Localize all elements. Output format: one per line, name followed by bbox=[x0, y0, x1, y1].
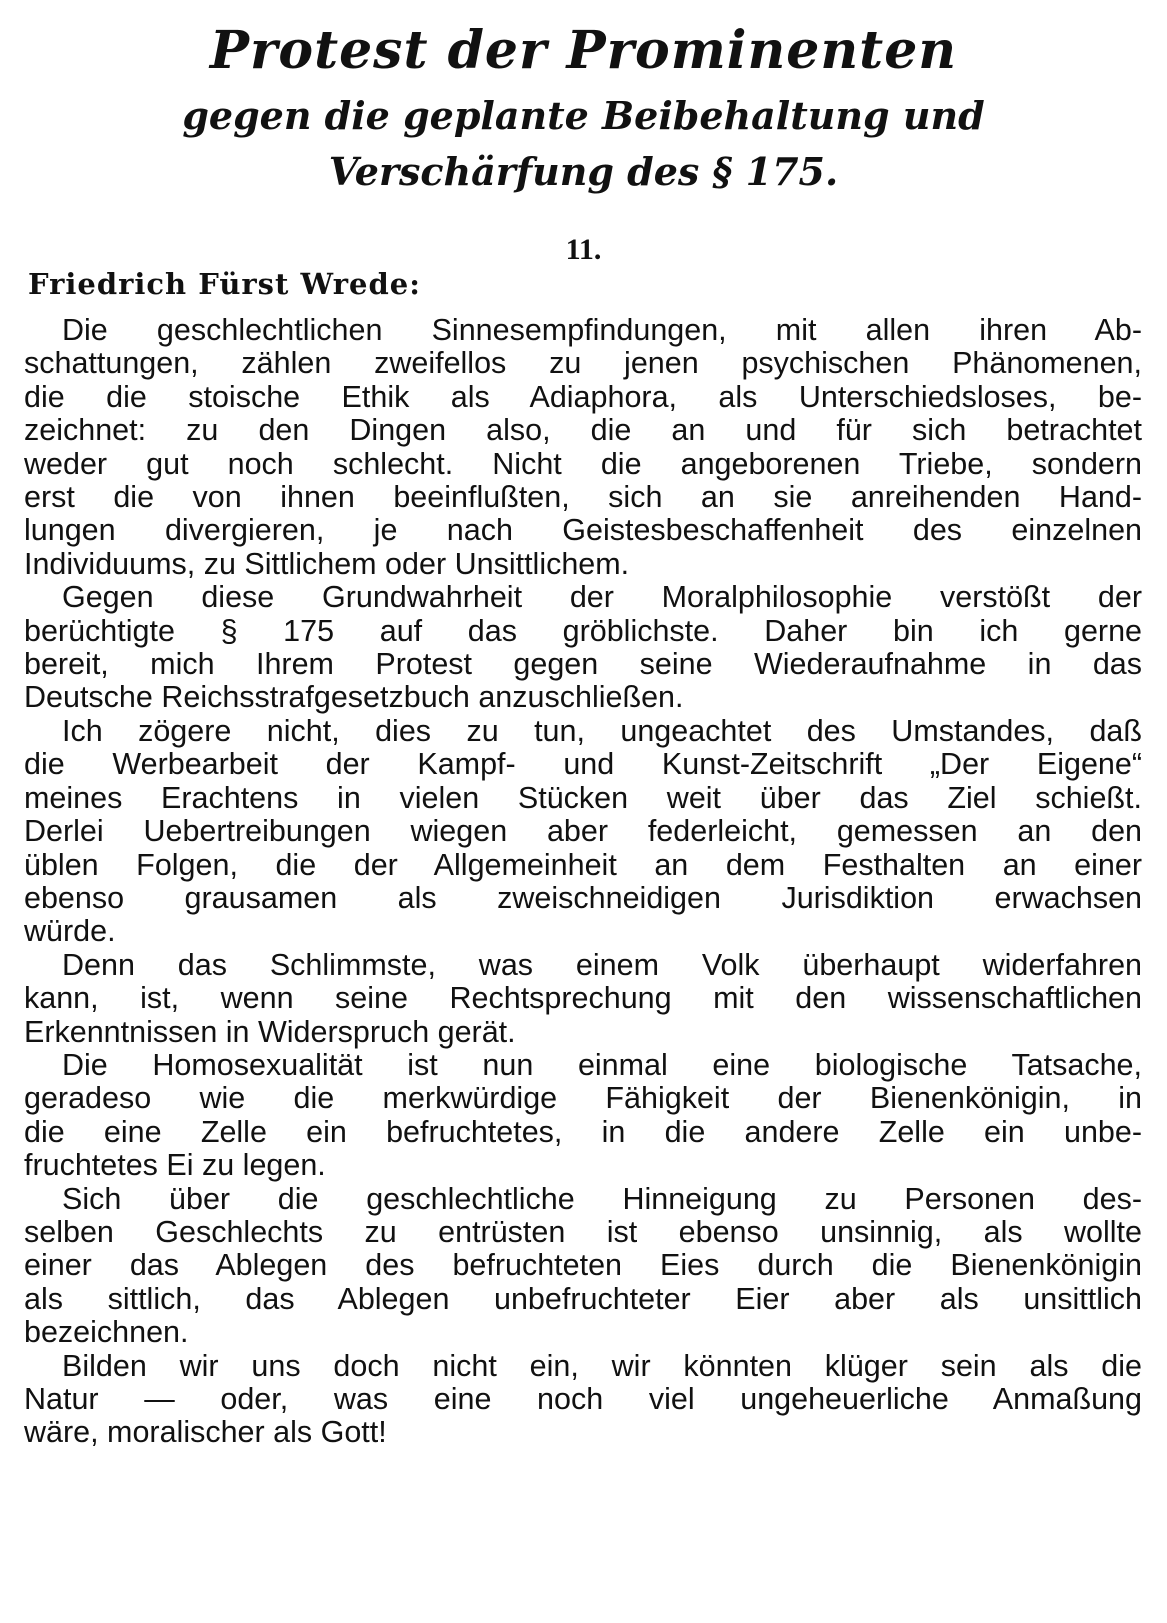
text-line: fruchtetes Ei zu legen. bbox=[24, 1148, 326, 1183]
paragraph bbox=[24, 715, 1142, 949]
document-subtitle: gegen die geplante Beibehaltung und Verschärfung des § 175. bbox=[182, 93, 985, 194]
text-line: einer das Ablegen des befruchteten Eies durch die Bienenkönigin bbox=[24, 1248, 1142, 1283]
text-line: Denn das Schlimmste, was einem Volk überhaupt widerfahren bbox=[62, 947, 1142, 982]
text-line: Ich zögere nicht, dies zu tun, ungeachtet des Umstandes, daß bbox=[62, 713, 1142, 748]
text-line: Deutsche Reichsstrafgesetzbuch anzuschließen. bbox=[24, 680, 684, 715]
text-line: die die stoische Ethik als Adiaphora, als Unterschiedsloses, be- bbox=[24, 379, 1142, 414]
text-line: erst die von ihnen beeinflußten, sich an sie anreihenden Hand- bbox=[24, 480, 1142, 515]
paragraph bbox=[24, 1183, 1142, 1350]
text-line: weder gut noch schlecht. Nicht die angeborenen Triebe, sondern bbox=[24, 446, 1142, 481]
section-number: 11. bbox=[565, 233, 602, 266]
text-line: geradeso wie die merkwürdige Fähigkeit der Bienenkönigin, in bbox=[24, 1081, 1142, 1116]
text-line: würde. bbox=[24, 914, 116, 949]
text-line: kann, ist, wenn seine Rechtsprechung mit den wissenschaftlichen bbox=[24, 981, 1142, 1016]
text-line: Erkenntnissen in Widerspruch gerät. bbox=[24, 1014, 516, 1049]
document-title: Protest der Prominenten bbox=[209, 20, 958, 81]
paragraph bbox=[24, 581, 1142, 715]
text-line: Sich über die geschlechtliche Hinneigung zu Personen des- bbox=[62, 1181, 1142, 1216]
paragraph bbox=[24, 1049, 1142, 1183]
paragraph bbox=[24, 314, 1142, 581]
text-line: wäre, moralischer als Gott! bbox=[24, 1415, 387, 1450]
author-heading: Friedrich Fürst Wrede: bbox=[28, 267, 421, 301]
text-line: Die Homosexualität ist nun einmal eine biologische Tatsache, bbox=[62, 1047, 1142, 1082]
text-line: als sittlich, das Ablegen unbefruchteter Eier aber als unsittlich bbox=[24, 1281, 1142, 1316]
text-line: Natur — oder, was eine noch viel ungeheuerliche Anmaßung bbox=[24, 1382, 1142, 1416]
text-line: bereit, mich Ihrem Protest gegen seine Wiederaufnahme in das bbox=[24, 647, 1142, 682]
text-line: ebenso grausamen als zweischneidigen Jurisdiktion erwachsen bbox=[24, 880, 1142, 915]
body-text bbox=[24, 314, 1142, 1450]
text-line: berüchtigte § 175 auf das gröblichste. Daher bin ich gerne bbox=[24, 613, 1142, 648]
text-line: bezeichnen. bbox=[24, 1315, 189, 1350]
text-line: zeichnet: zu den Dingen also, die an und für sich betrachtet bbox=[24, 413, 1142, 448]
text-line: selben Geschlechts zu entrüsten ist ebenso unsinnig, als wollte bbox=[24, 1214, 1142, 1249]
text-line: meines Erachtens in vielen Stücken weit über das Ziel schießt. bbox=[24, 780, 1142, 815]
text-line: Individuums, zu Sittlichem oder Unsittlichem. bbox=[24, 546, 630, 581]
text-line: die Werbearbeit der Kampf- und Kunst-Zeitschrift „Der Eigene“ bbox=[24, 747, 1142, 782]
paragraph bbox=[24, 949, 1142, 1049]
paragraph bbox=[24, 1350, 1142, 1450]
text-line: Gegen diese Grundwahrheit der Moralphilosophie verstößt der bbox=[62, 580, 1142, 615]
text-line: Die geschlechtlichen Sinnesempfindungen, mit allen ihren Ab- bbox=[62, 313, 1142, 347]
text-line: Derlei Uebertreibungen wiegen aber federleicht, gemessen an den bbox=[24, 814, 1142, 849]
text-line: üblen Folgen, die der Allgemeinheit an dem Festhalten an einer bbox=[24, 847, 1142, 882]
text-line: lungen divergieren, je nach Geistesbeschaffenheit des einzelnen bbox=[24, 513, 1142, 548]
text-line: Bilden wir uns doch nicht ein, wir könnten klüger sein als die bbox=[62, 1348, 1142, 1383]
text-line: schattungen, zählen zweifellos zu jenen psychischen Phänomenen, bbox=[24, 346, 1142, 381]
text-line: die eine Zelle ein befruchtetes, in die andere Zelle ein unbe- bbox=[24, 1114, 1142, 1149]
